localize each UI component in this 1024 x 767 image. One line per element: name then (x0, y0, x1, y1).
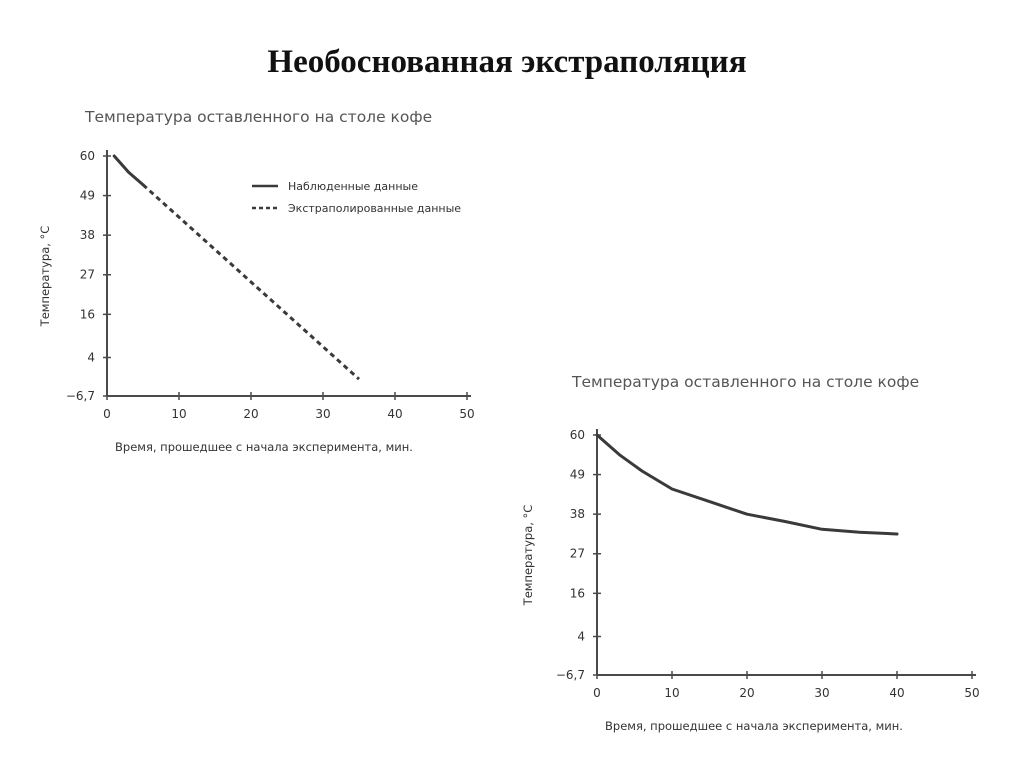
right-chart-x-tick-label: 0 (593, 686, 601, 700)
left-chart-y-tick-label: 49 (79, 188, 95, 203)
left-chart-x-tick-label: 40 (387, 407, 403, 421)
left-chart-y-tick-label: −6,7 (65, 389, 95, 403)
right-chart-y-axis-label: Температура, °C (521, 504, 535, 606)
left-chart-x-axis-label: Время, прошедшее с начала эксперимента, мин. (115, 440, 413, 454)
right-chart-y-tick-label: −6,7 (555, 668, 585, 682)
chart-right-svg (500, 360, 1010, 760)
left-chart-x-tick-label: 20 (243, 407, 259, 421)
right-chart-x-tick-label: 40 (889, 686, 905, 700)
left-chart-x-tick-label: 0 (103, 407, 111, 421)
right-chart-y-tick-label: 60 (569, 428, 585, 442)
right-chart-series-observed-line (597, 435, 897, 534)
slide-title: Необоснованная экстраполяция (267, 44, 747, 80)
chart-left-svg (0, 95, 520, 475)
left-chart-y-tick-label: 60 (79, 149, 95, 163)
right-chart-y-tick-label: 27 (569, 546, 585, 561)
left-chart-y-tick-label: 27 (79, 267, 95, 282)
right-chart-x-axis-label: Время, прошедшее с начала эксперимента, мин. (605, 719, 903, 733)
left-chart-x-tick-label: 50 (459, 407, 475, 421)
right-chart-y-tick-label: 49 (569, 467, 585, 482)
left-chart-y-tick-label: 4 (87, 350, 95, 365)
left-chart-x-tick-label: 30 (315, 407, 331, 421)
legend-label-observed: Наблюденные данные (288, 180, 418, 193)
left-chart-y-tick-label: 16 (79, 307, 95, 322)
right-chart-x-tick-label: 50 (964, 686, 980, 700)
chart-observed-vs-extrapolated (0, 95, 520, 475)
right-chart-x-tick-label: 20 (739, 686, 755, 700)
chart-observed-full (500, 360, 1010, 760)
right-chart-title: Температура оставленного на столе кофе (572, 373, 920, 391)
right-chart-x-tick-label: 10 (664, 686, 680, 700)
left-chart-title: Температура оставленного на столе кофе (85, 108, 433, 126)
right-chart-y-tick-label: 16 (569, 586, 585, 601)
legend-label-extrapolated: Экстраполированные данные (288, 202, 462, 215)
right-chart-y-tick-label: 38 (569, 507, 585, 522)
right-chart-y-tick-label: 4 (577, 629, 585, 644)
right-chart-x-tick-label: 30 (814, 686, 830, 700)
left-chart-y-axis-label: Температура, °C (38, 225, 52, 327)
left-chart-series-observed-line (114, 156, 143, 185)
left-chart-x-tick-label: 10 (171, 407, 187, 421)
left-chart-y-tick-label: 38 (79, 228, 95, 243)
